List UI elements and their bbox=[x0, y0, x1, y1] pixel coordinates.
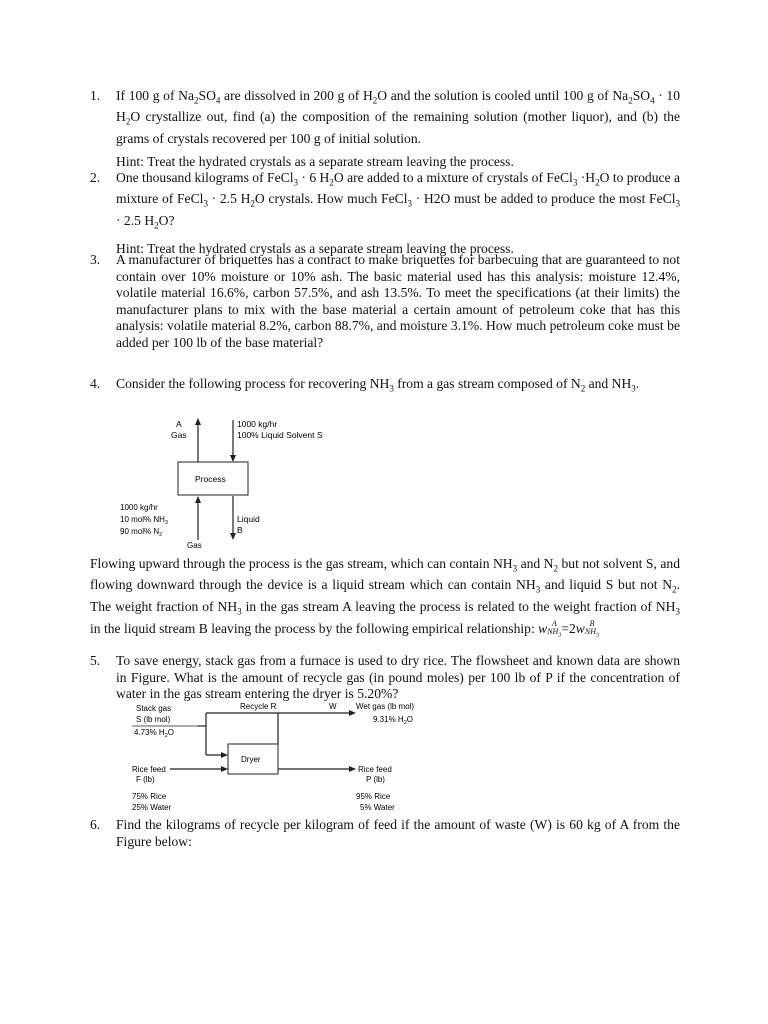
problem-6 bbox=[90, 817, 680, 850]
label-solvent: 100% Liquid Solvent S bbox=[237, 430, 323, 440]
wet-gas-water: 9.31% $H_2O$ bbox=[373, 715, 413, 726]
rice-feed-rice: 75% Rice bbox=[132, 792, 167, 801]
stack-gas-label: Stack gas bbox=[136, 704, 172, 713]
problem-number: 6. bbox=[90, 817, 101, 832]
liquid-label: Liquid bbox=[237, 514, 260, 524]
problem-hint: Hint: Treat the hydrated crystals as a separate stream leaving the process. bbox=[116, 240, 514, 256]
label-solvent-rate: 1000 kg/hr bbox=[237, 419, 278, 429]
feed-n2: 90 mol% $N_2$ bbox=[120, 527, 163, 538]
label-a: A bbox=[176, 419, 182, 429]
wet-gas-label: Wet gas (lb mol) bbox=[356, 702, 415, 711]
liquid-b-label: B bbox=[237, 525, 243, 535]
rice-feed-label: Rice feed bbox=[132, 765, 166, 774]
process-diagram bbox=[120, 412, 380, 552]
rice-feed-amount: F (lb) bbox=[136, 775, 155, 784]
product-amount: P (lb) bbox=[366, 775, 385, 784]
stack-gas-water: 4.73% $H_2O$ bbox=[134, 728, 174, 739]
rice-feed-arrowhead bbox=[221, 766, 228, 772]
problem-text: Find the kilograms of recycle per kilogram of feed if the amount of waste (W) is 60 kg of A from the Figure below: bbox=[116, 817, 680, 849]
problem-text: To save energy, stack gas from a furnace is used to dry rice. The flowsheet and known data are shown in Figure. What is the amount of recycle gas (in pound moles) per 100 lb of P if the concentration of water in the gas stream entering the dryer is 5.20%? bbox=[116, 653, 680, 702]
feed-rate: 1000 kg/hr bbox=[120, 503, 158, 512]
problem-text: A manufacturer of briquettes has a contract to make briquettes for barbecuing that are guaranteed to not contain over 10% moisture or 10% ash. The basic material used has this analysis: moisture 12.4%, volatile material 16.6%, carbon 57.5%, and ash 13.5%. To meet the specifications (at their limits) the manufacturer plans to mix with the base material a certain amount of petroleum coke that has this analysis: volatile material 8.2%, carbon 88.7%, and moisture 3.1%. How much petroleum coke must be added per 100 lb of the base material? bbox=[116, 252, 680, 350]
empirical-equation: w A $NH_3$ =2w B $NH_3$ bbox=[538, 618, 599, 639]
problem-1 bbox=[90, 88, 680, 171]
product-arrowhead bbox=[349, 766, 356, 772]
process-label: Process bbox=[195, 474, 226, 484]
feed-nh3: 10 mol% $NH_3$ bbox=[120, 515, 168, 526]
problem-hint: Hint: Treat the hydrated crystals as a separate stream leaving the process. bbox=[116, 154, 514, 170]
problem-4 bbox=[90, 376, 680, 397]
problem-2 bbox=[90, 170, 680, 258]
problem-3 bbox=[90, 252, 680, 352]
problem-number: 2. bbox=[90, 170, 101, 185]
feed-gas: Gas bbox=[187, 541, 202, 550]
product-label: Rice feed bbox=[358, 765, 392, 774]
problem-number: 1. bbox=[90, 88, 101, 103]
problem-text: If 100 g of $Na_2SO_4$ are dissolved in 200 g of $H_2O$ and the solution is cooled until 100 g of $Na_2SO_4 \cdot 10$ $H_2O$ crystallize out, find (a) the composition of the remaining solution (mother liquor), and (b) the grams of crystals recovered per 100 g of initial solution. bbox=[116, 88, 681, 146]
gas-out-arrowhead bbox=[195, 418, 201, 425]
problem-text: One thousand kilograms of FeCl$_3$ · 6 $H_2O$ are added to a mixture of crystals of FeCl$_3$ $\cdot H_2O$ to produce a mixture of FeCl$_3$ · 2.5 $H_2O$ crystals. How much FeCl$_3$ · H2O must be added to produce the most FeCl$_3$ · 2.5 $H_2O$? bbox=[116, 170, 681, 231]
product-water: 5% Water bbox=[360, 803, 395, 812]
problem-text: Consider the following process for recovering $NH_3$ from a gas stream composed of $N_2$ and $NH_3$. bbox=[116, 376, 640, 394]
w-label: W bbox=[329, 702, 337, 711]
dryer-flowsheet bbox=[128, 700, 428, 815]
dryer-label: Dryer bbox=[241, 755, 261, 764]
product-rice: 95% Rice bbox=[356, 792, 391, 801]
rice-feed-water: 25% Water bbox=[132, 803, 172, 812]
label-gas-top: Gas bbox=[171, 430, 187, 440]
problem-4-continuation: Flowing upward through the process is the gas stream, which can contain $NH_3$ and $N_2$ but not solvent S, and flowing downward through the device is a liquid stream which can contain $NH_3$ and liquid S but not $N_2$. The weight fraction of $NH_3$ in the gas stream A leaving the process is related to the weight fraction of $NH_3$ in the liquid stream B leaving the process by the following empirical relationship: w A $NH_3$ =2w B $NH_3$ bbox=[90, 556, 680, 639]
liquid-out-arrowhead bbox=[230, 533, 236, 540]
stack-gas-amount: S (lb mol) bbox=[136, 715, 171, 724]
gas-to-dryer-arrowhead bbox=[221, 752, 228, 758]
wet-gas-arrowhead bbox=[349, 710, 356, 716]
recycle-label: Recycle R bbox=[240, 702, 277, 711]
problem-number: 3. bbox=[90, 252, 101, 267]
solvent-in-arrowhead bbox=[230, 455, 236, 462]
problem-number: 4. bbox=[90, 376, 101, 391]
problem-5 bbox=[90, 653, 680, 703]
problem-number: 5. bbox=[90, 653, 101, 668]
feed-in-arrowhead bbox=[195, 496, 201, 503]
